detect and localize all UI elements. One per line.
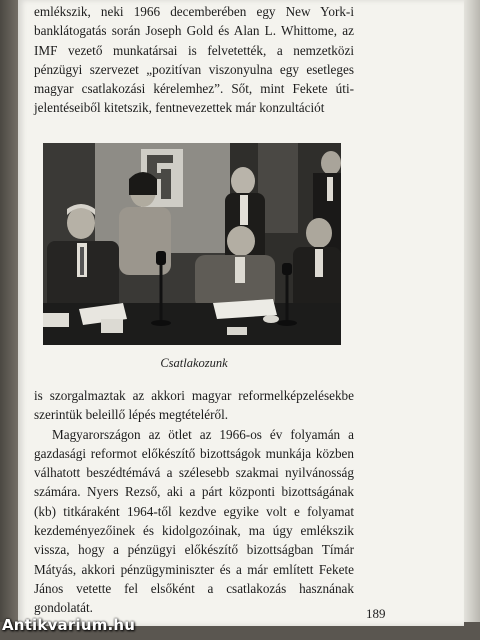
page-number: 189 <box>366 606 386 621</box>
paragraph-main: Magyarországon az ötlet az 1966-os év folyamán a gazdasági reformot előkészítő bizottságok munkája közben válhatott beszédtémává a szélesebb szakmai nyilvánosság számára. Nyers Rezső, aki a párt központi bizottságának (kb) titkáraként 1964-től kezdve egyike volt e folyamat kezdeményezőinek és kidolgozóinak, ma úgy emlékszik vissza, hogy a pénzügyi előkészítő bizottságban Tímár Mátyás, akkori pénzügyminiszter és a már említett Fekete János vetette fel elsőként a csatlakozás hasznának gondolatát. <box>34 426 354 616</box>
watermark-logo: Antikvarium.hu <box>2 616 136 634</box>
top-paragraph <box>34 2 354 118</box>
paragraph-continuation: is szorgalmaztak az akkori magyar reformelképzelésekbe szerintük beleillő lépés megtételéről. <box>34 388 354 423</box>
photo-icon <box>43 143 341 345</box>
top-paragraph-text: emlékszik, neki 1966 decemberében egy New York-i banklátogatás során Joseph Gold és Alan L. Whittome, az IMF vezető munkatársai is felvetették, a nemzetközi pénzügyi szervezet „pozitívan viszonyulna egy esetleges magyar csatlakozási kérelemhez”. Sőt, mint Fekete úti-jelentéseiből kitetszik, fentnevezettek már konzultációt <box>34 4 354 116</box>
page-edge-stack <box>462 0 480 640</box>
page-photo <box>43 143 341 345</box>
book-page <box>18 0 464 626</box>
body-text <box>34 386 354 618</box>
photo-caption: Csatlakozunk <box>160 356 228 370</box>
